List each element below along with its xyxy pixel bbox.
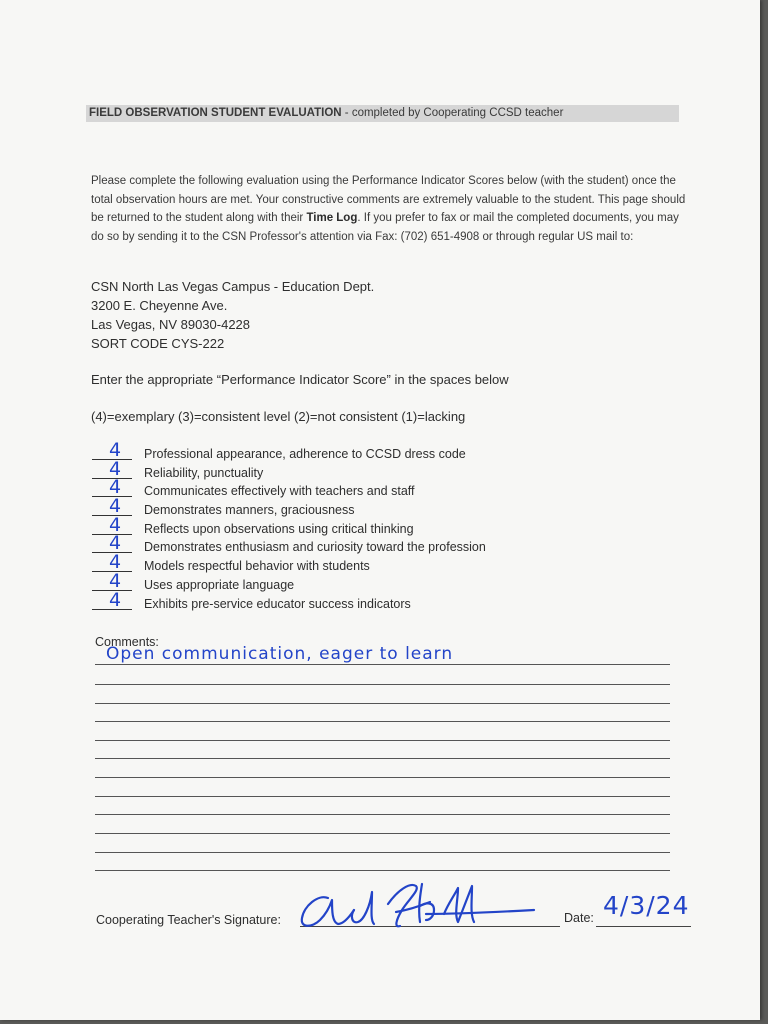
comment-line[interactable]	[95, 814, 670, 815]
score-value: 4	[108, 457, 122, 480]
comment-line[interactable]	[95, 796, 670, 797]
criteria-list	[92, 439, 592, 612]
mailing-address	[91, 277, 374, 353]
comment-line[interactable]	[95, 703, 670, 704]
criterion-label: Communicates effectively with teachers and staff	[144, 484, 415, 499]
criterion-label: Reflects upon observations using critical thinking	[144, 521, 414, 536]
score-value: 4	[108, 439, 122, 461]
comment-line[interactable]	[95, 684, 670, 685]
criterion-label: Models respectful behavior with students	[144, 559, 370, 574]
handwritten-signature	[298, 876, 538, 936]
score-value: 4	[108, 532, 122, 555]
score-value: 4	[108, 588, 122, 611]
score-value: 4	[108, 495, 122, 518]
criterion-label: Reliability, punctuality	[144, 465, 264, 480]
score-value: 4	[108, 551, 122, 574]
address-line: SORT CODE CYS-222	[91, 336, 225, 351]
form-title: FIELD OBSERVATION STUDENT EVALUATION	[89, 107, 342, 119]
criterion-label: Demonstrates enthusiasm and curiosity toward the profession	[144, 540, 486, 555]
comment-line[interactable]	[95, 664, 670, 665]
comments-label: Comments:	[95, 635, 159, 649]
date-line[interactable]	[596, 926, 691, 927]
criterion-label: Exhibits pre-service educator success indicators	[144, 596, 411, 611]
criterion-row	[92, 439, 592, 463]
criterion-row	[92, 532, 592, 556]
criterion-row	[92, 495, 592, 519]
criterion-label: Uses appropriate language	[144, 577, 295, 592]
address-line: 3200 E. Cheyenne Ave.	[91, 298, 228, 313]
score-value: 4	[108, 513, 122, 536]
comment-line[interactable]	[95, 721, 670, 722]
form-title-bar	[86, 105, 679, 122]
form-title-subtitle: - completed by Cooperating CCSD teacher	[341, 107, 564, 119]
comment-line[interactable]	[95, 740, 670, 741]
score-instruction: Enter the appropriate “Performance Indicator Score” in the spaces below	[91, 372, 509, 387]
instructions-paragraph	[91, 172, 686, 246]
score-value: 4	[108, 569, 122, 592]
criterion-row	[92, 551, 592, 575]
criterion-label: Professional appearance, adherence to CCSD dress code	[144, 447, 466, 461]
criterion-label: Demonstrates manners, graciousness	[144, 503, 355, 518]
score-value: 4	[108, 476, 122, 499]
comment-line[interactable]	[95, 870, 670, 871]
score-scale-legend: (4)=exemplary (3)=consistent level (2)=not consistent (1)=lacking	[91, 409, 466, 424]
address-line: CSN North Las Vegas Campus - Education Dept.	[91, 279, 375, 294]
comment-line[interactable]	[95, 833, 670, 834]
criterion-row	[92, 457, 592, 482]
comment-line[interactable]	[95, 852, 670, 853]
comment-line[interactable]	[95, 758, 670, 759]
instructions-time-log: Time Log	[306, 212, 358, 224]
address-line: Las Vegas, NV 89030-4228	[91, 317, 251, 332]
criterion-row	[92, 513, 592, 538]
criterion-row	[92, 476, 592, 500]
instructions-text-1: Please complete the following evaluation using the Performance Indicator Scores below (with the student) once the total observation hours are met. Your constructive comments are extremely valuable to the student. This page should be returned to the student along with their	[91, 175, 686, 224]
signature-label: Cooperating Teacher's Signature:	[96, 913, 281, 927]
criterion-row	[92, 588, 592, 613]
comment-line[interactable]	[95, 777, 670, 778]
date-label: Date:	[564, 911, 594, 925]
handwritten-comment: Open communication, eager to learn	[106, 644, 454, 664]
criterion-row	[92, 569, 592, 594]
handwritten-date: 4/3/24	[603, 891, 690, 920]
instructions-text-2: . If you prefer to fax or mail the completed documents, you may do so by sending it to the CSN Professor's attention via Fax: (702) 651-4908 or through regular US mail to:	[91, 212, 679, 243]
